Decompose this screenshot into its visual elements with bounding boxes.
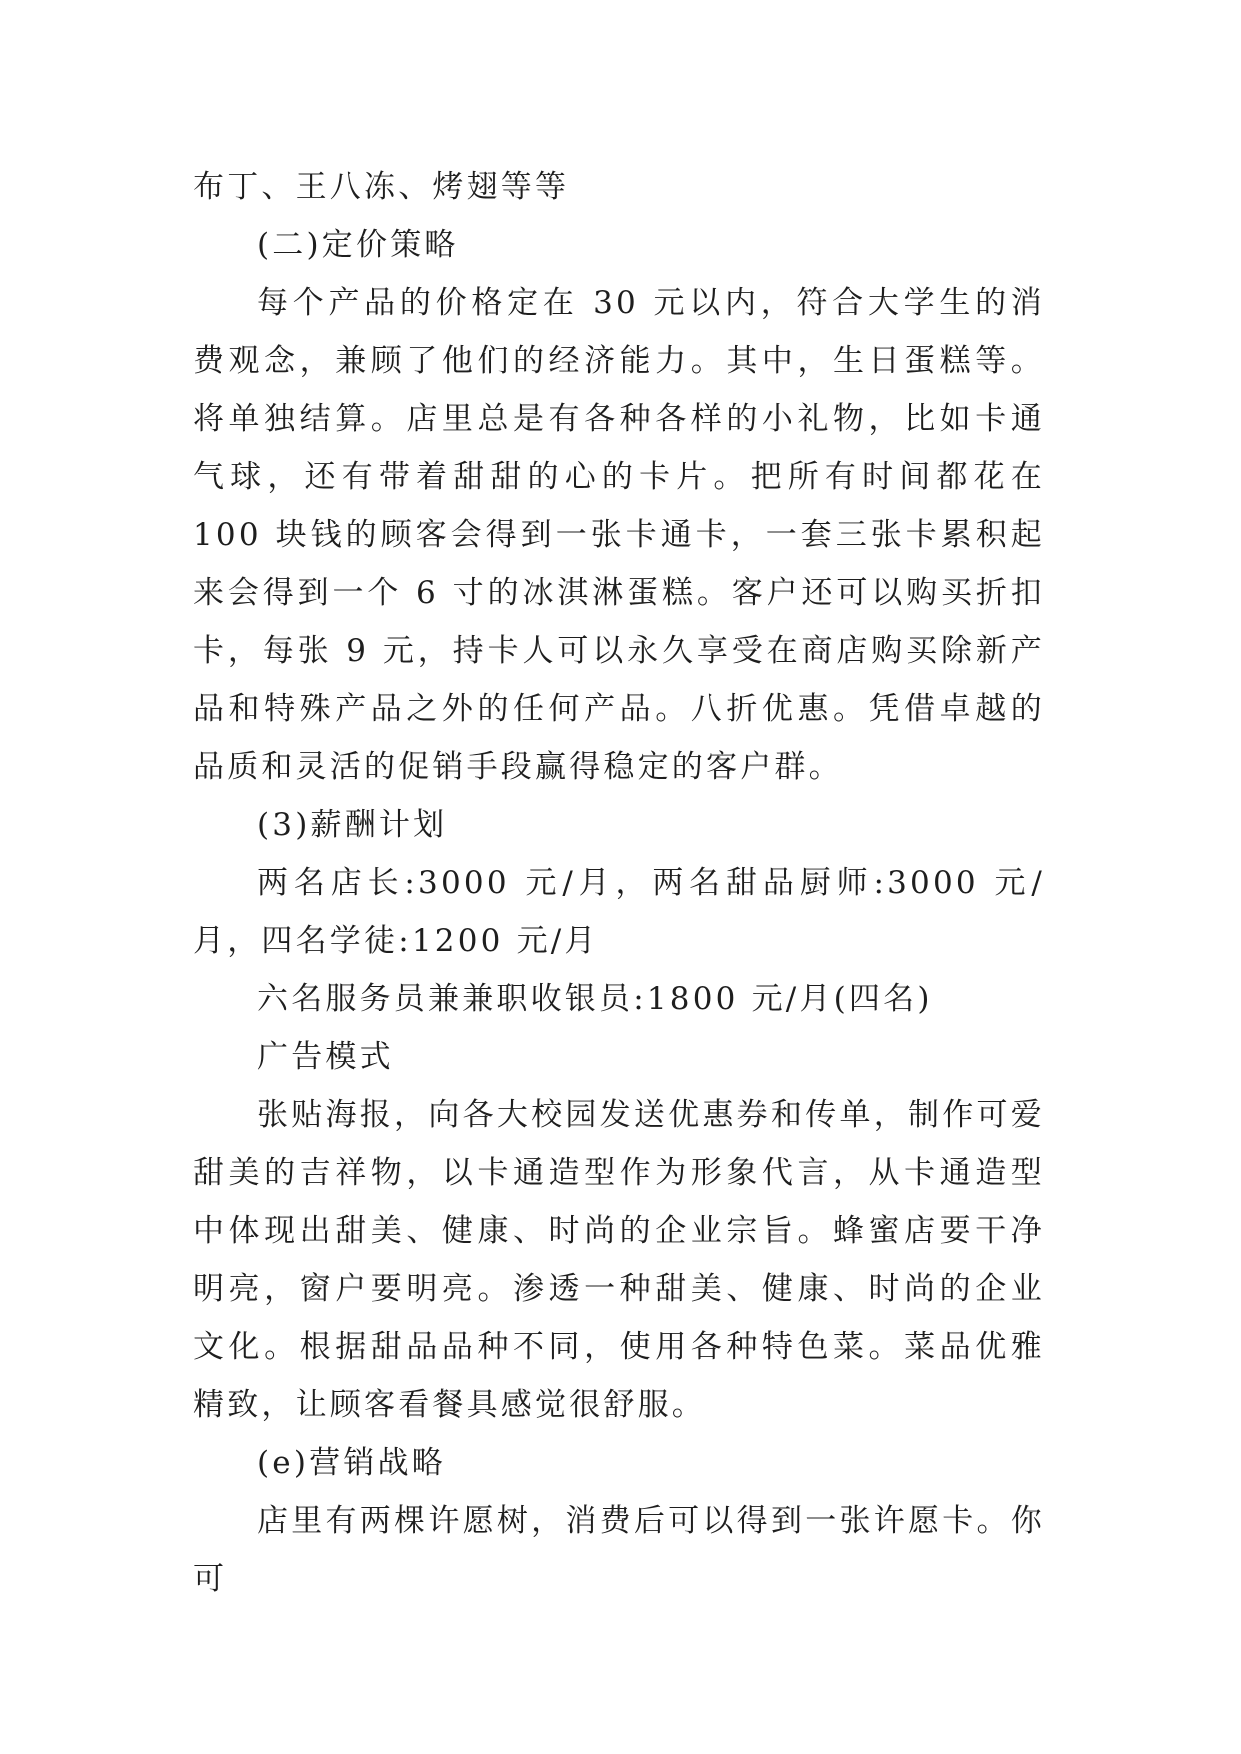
paragraph-advertising: 张贴海报，向各大校园发送优惠券和传单，制作可爱甜美的吉祥物，以卡通造型作为形象代言，从卡通造型中体现出甜美、健康、时尚的企业宗旨。蜂蜜店要干净明亮，窗户要明亮。渗透一种甜美、健康、时尚的企业文化。根据甜品品种不同，使用各种特色菜。菜品优雅精致，让顾客看餐具感觉很舒服。 — [193, 1097, 1045, 1423]
section-heading-salary: (3)薪酬计划 — [257, 807, 448, 843]
paragraph-pricing: 每个产品的价格定在 30 元以内，符合大学生的消费观念，兼顾了他们的经济能力。其中，生日蛋糕等。将单独结算。店里总是有各种各样的小礼物，比如卡通气球，还有带着甜甜的心的卡片。把所有时间都花在 100 块钱的顾客会得到一张卡通卡，一套三张卡累积起来会得到一个 6 寸的冰淇淋蛋糕。客户还可以购买折扣卡，每张 9 元，持卡人可以永久享受在商店购买除新产品和特殊产品之外的任何产品。八折优惠。凭借卓越的品质和灵活的促销手段赢得稳定的客户群。 — [193, 285, 1045, 785]
paragraph-marketing: 店里有两棵许愿树，消费后可以得到一张许愿卡。你可 — [193, 1503, 1045, 1597]
document-body — [193, 158, 1045, 1608]
paragraph-salary-managers: 两名店长:3000 元/月，两名甜品厨师:3000 元/月，四名学徒:1200 元/月 — [193, 865, 1045, 959]
section-heading-pricing: (二)定价策略 — [257, 227, 459, 263]
paragraph-continuation: 布丁、王八冻、烤翅等等 — [193, 169, 570, 205]
section-heading-advertising: 广告模式 — [257, 1039, 394, 1075]
section-heading-marketing: (e)营销战略 — [257, 1445, 446, 1481]
paragraph-salary-staff: 六名服务员兼兼职收银员:1800 元/月(四名) — [257, 981, 933, 1017]
